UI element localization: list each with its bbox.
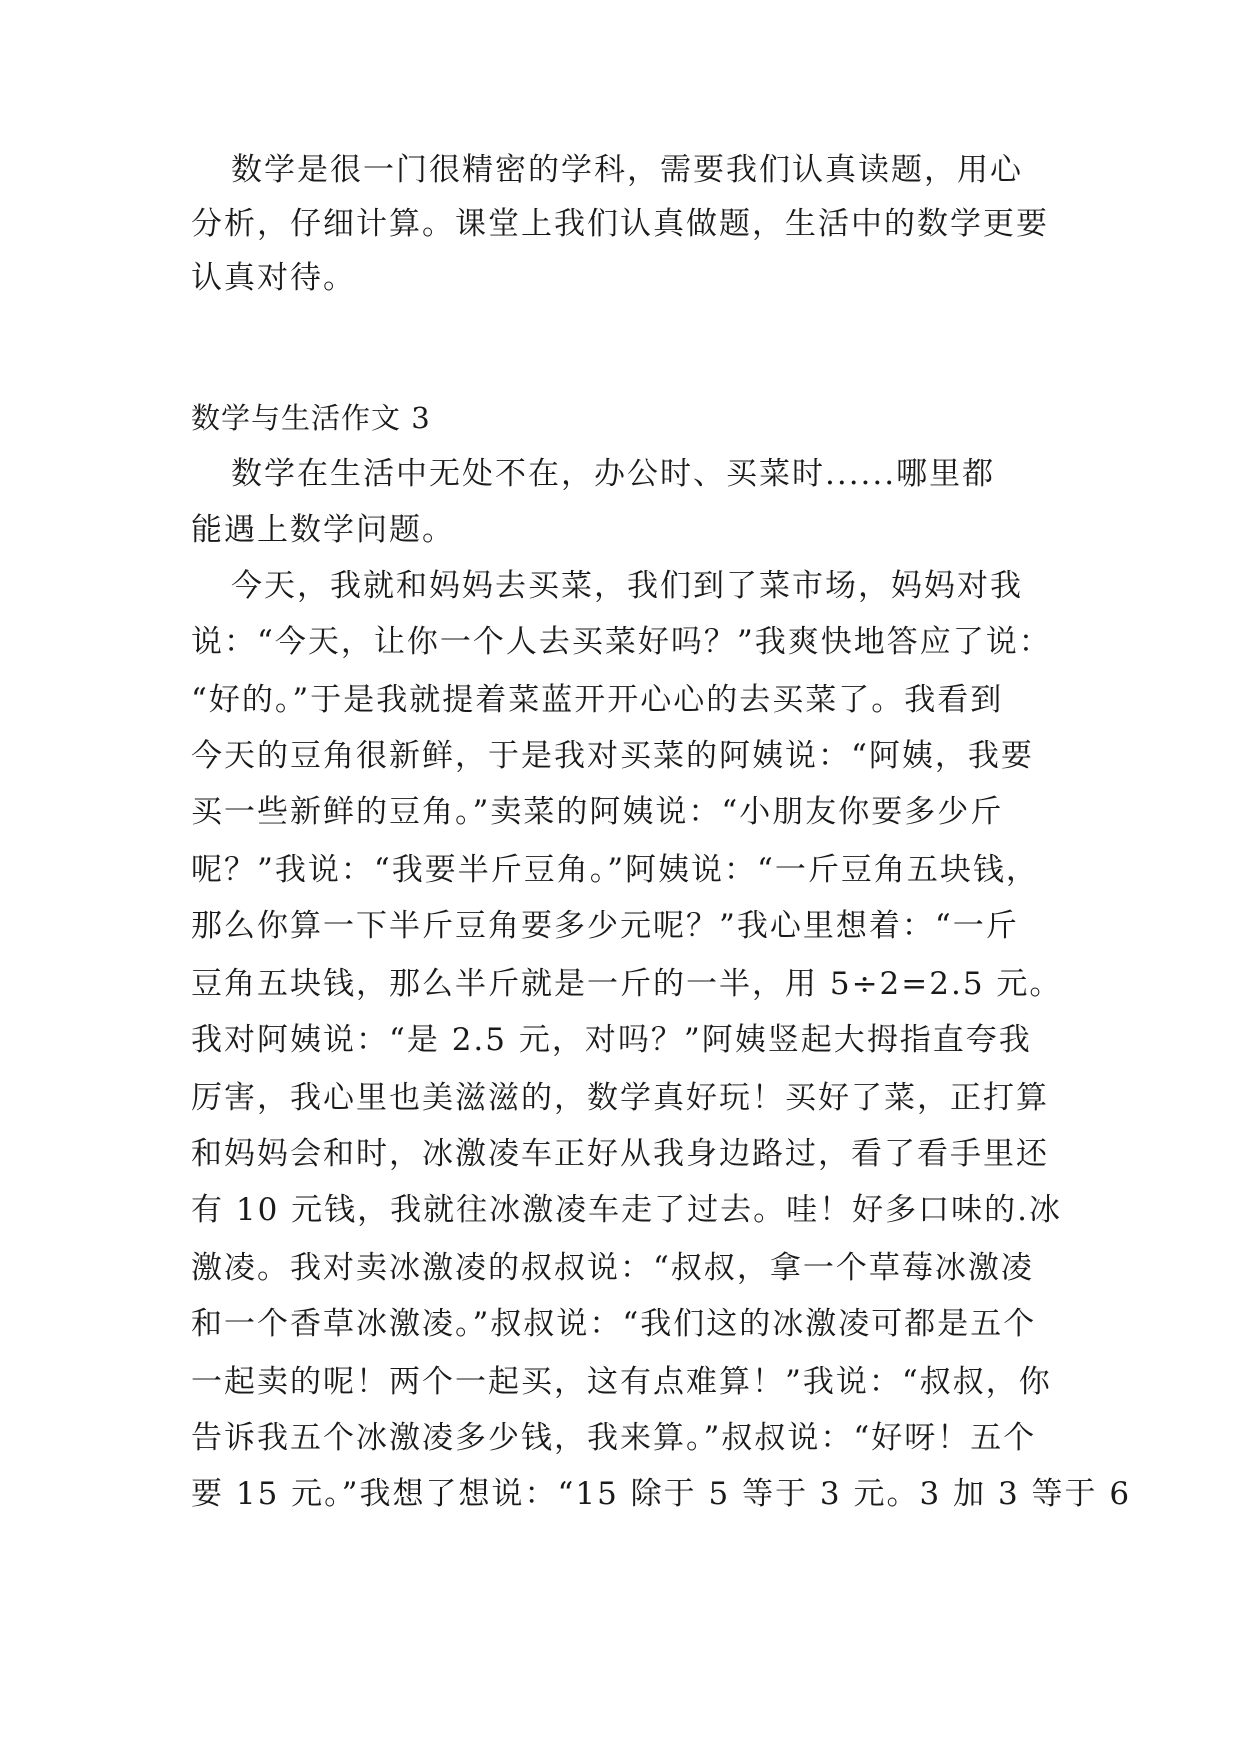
paragraph-3-line-7: 那么你算一下半斤豆角要多少元呢？”我心里想着：“一斤: [191, 908, 1019, 944]
paragraph-3-line-11: 和妈妈会和时，冰激凌车正好从我身边路过，看了看手里还: [191, 1136, 1049, 1172]
paragraph-3-line-17: 要 15 元。”我想了想说：“15 除于 5 等于 3 元。3 加 3 等于 6: [191, 1476, 1132, 1512]
paragraph-3-line-15: 一起卖的呢！两个一起买，这有点难算！”我说：“叔叔，你: [191, 1364, 1052, 1400]
paragraph-1-line-1: 数学是很一门很精密的学科，需要我们认真读题，用心: [231, 152, 1023, 188]
paragraph-3-line-8: 豆角五块钱，那么半斤就是一斤的一半，用 5÷2=2.5 元。: [191, 966, 1063, 1002]
paragraph-3-line-16: 告诉我五个冰激凌多少钱，我来算。”叔叔说：“好呀！五个: [191, 1420, 1037, 1456]
paragraph-3-line-2: 说：“今天，让你一个人去买菜好吗？”我爽快地答应了说：: [191, 624, 1052, 660]
paragraph-3-line-10: 厉害，我心里也美滋滋的，数学真好玩！买好了菜，正打算: [191, 1080, 1049, 1116]
paragraph-3-line-1: 今天，我就和妈妈去买菜，我们到了菜市场，妈妈对我: [231, 568, 1023, 604]
paragraph-3-line-12: 有 10 元钱，我就往冰激凌车走了过去。哇！好多口味的.冰: [191, 1192, 1063, 1228]
paragraph-3-line-9: 我对阿姨说：“是 2.5 元，对吗？”阿姨竖起大拇指直夸我: [191, 1022, 1032, 1058]
paragraph-3-line-14: 和一个香草冰激凌。”叔叔说：“我们这的冰激凌可都是五个: [191, 1306, 1037, 1342]
paragraph-3-line-6: 呢？”我说：“我要半斤豆角。”阿姨说：“一斤豆角五块钱，: [191, 852, 1039, 888]
paragraph-3-line-13: 激凌。我对卖冰激凌的叔叔说：“叔叔，拿一个草莓冰激凌: [191, 1250, 1034, 1286]
paragraph-3-line-5: 买一些新鲜的豆角。”卖菜的阿姨说：“小朋友你要多少斤: [191, 794, 1004, 830]
paragraph-1-line-2: 分析，仔细计算。课堂上我们认真做题，生活中的数学更要: [191, 206, 1049, 242]
paragraph-2-line-1: 数学在生活中无处不在，办公时、买菜时......哪里都: [231, 456, 996, 492]
paragraph-3-line-4: 今天的豆角很新鲜，于是我对买菜的阿姨说：“阿姨，我要: [191, 738, 1034, 774]
paragraph-1-line-3: 认真对待。: [191, 260, 356, 296]
paragraph-3-line-3: “好的。”于是我就提着菜蓝开开心心的去买菜了。我看到: [191, 682, 1004, 718]
paragraph-2-line-2: 能遇上数学问题。: [191, 512, 455, 548]
section-title: 数学与生活作文 3: [191, 401, 431, 435]
